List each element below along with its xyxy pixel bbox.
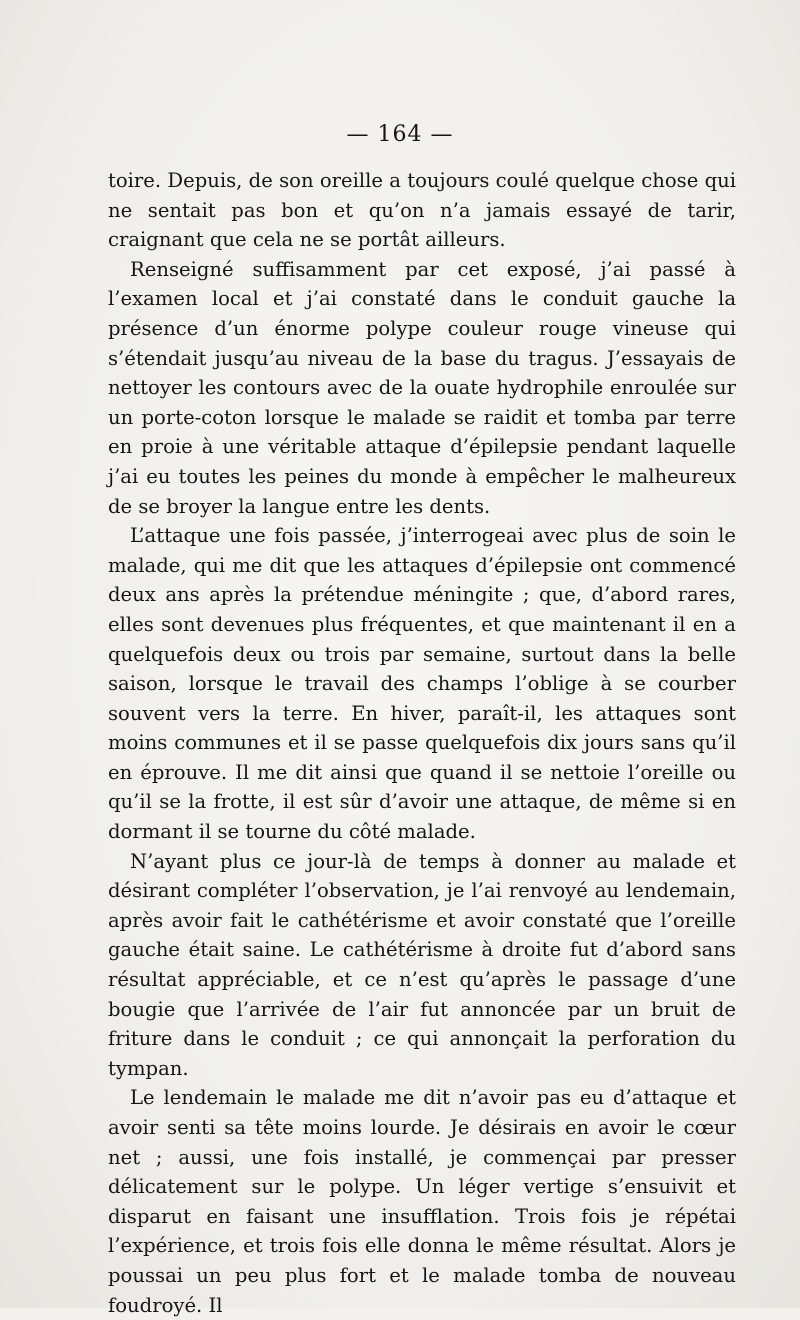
page-number: — 164 —	[346, 122, 454, 147]
body-text	[108, 166, 736, 1320]
paragraph-5: Le lendemain le malade me dit n’avoir pas eu d’attaque et avoir senti sa tête moins lourde. Je désirais en avoir le cœur net ; aussi, une fois installé, je commençai par presser délicatement sur le polype. Un léger vertige s’ensuivit et disparut en faisant une insufflation. Trois fois je répétai l’expérience, et trois fois elle donna le même résultat. Alors je poussai un peu plus fort et le malade tomba de nouveau foudroyé. Il	[108, 1086, 736, 1317]
paragraph-4: N’ayant plus ce jour-là de temps à donner au malade et désirant compléter l’observation, je l’ai renvoyé au lendemain, après avoir fait le cathétérisme et avoir constaté que l’oreille gauche était saine. Le cathétérisme à droite fut d’abord sans résultat appréciable, et ce n’est qu’après le passage d’une bougie que l’arrivée de l’air fut annoncée par un bruit de friture dans le conduit ; ce qui annonçait la perforation du tympan.	[108, 849, 736, 1080]
paragraph-3: L’attaque une fois passée, j’interrogeai avec plus de soin le malade, qui me dit que les attaques d’épilepsie ont commencé deux ans après la prétendue méningite ; que, d’abord rares, elles sont devenues plus fréquentes, et que maintenant il en a quelquefois deux ou trois par semaine, surtout dans la belle saison, lorsque le travail des champs l’oblige à se courber souvent vers la terre. En hiver, paraît-il, les attaques sont moins communes et il se passe quelquefois dix jours sans qu’il en éprouve. Il me dit ainsi que quand il se nettoie l’oreille ou qu’il se la frotte, il est sûr d’avoir une attaque, de même si en dormant il se tourne du côté malade.	[108, 524, 736, 844]
paragraph-1: toire. Depuis, de son oreille a toujours coulé quelque chose qui ne sentait pas bon et qu’on n’a jamais essayé de tarir, craignant que cela ne se portât ailleurs.	[108, 169, 736, 252]
paragraph-2: Renseigné suffisamment par cet exposé, j’ai passé à l’examen local et j’ai constaté dans le conduit gauche la présence d’un énorme polype couleur rouge vineuse qui s’étendait jusqu’au niveau de la base du tragus. J’essayais de nettoyer les contours avec de la ouate hydrophile enroulée sur un porte-coton lorsque le malade se raidit et tomba par terre en proie à une véritable attaque d’épilepsie pendant laquelle j’ai eu toutes les peines du monde à empêcher le malheureux de se broyer la langue entre les dents.	[108, 257, 736, 518]
